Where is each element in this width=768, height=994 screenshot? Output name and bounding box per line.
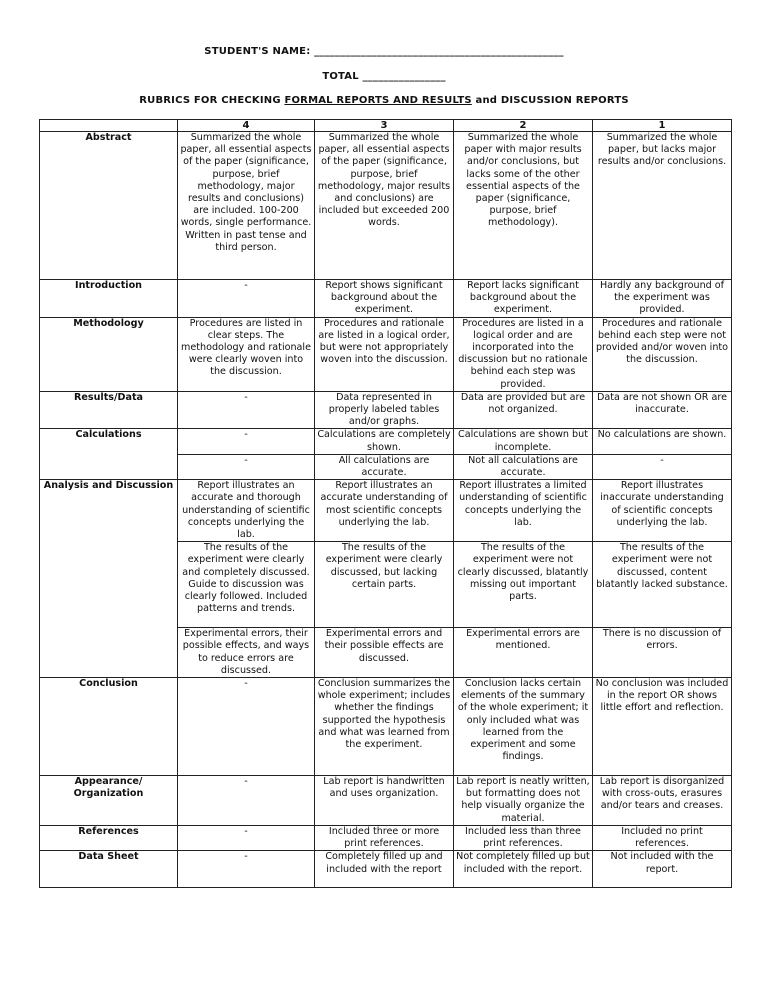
rubric-cell: Experimental errors, their possible effects, and ways to reduce errors are discussed. bbox=[178, 628, 315, 678]
rubric-cell: Experimental errors and their possible effects are discussed. bbox=[315, 628, 454, 678]
rubric-cell: - bbox=[178, 280, 315, 318]
rubric-cell: - bbox=[593, 454, 732, 479]
rubric-cell: The results of the experiment were clearly discussed, but lacking certain parts. bbox=[315, 542, 454, 628]
rubric-cell: - bbox=[178, 454, 315, 479]
rubric-cell: Lab report is neatly written, but formatting does not help visually organize the material. bbox=[454, 776, 593, 826]
criterion-label: References bbox=[40, 825, 178, 850]
rubric-cell: Report illustrates an accurate and thorough understanding of scientific concepts underlying the lab. bbox=[178, 480, 315, 542]
rubric-cell: Conclusion summarizes the whole experiment; includes whether the findings supported the hypothesis and what was learned from the experiment. bbox=[315, 678, 454, 776]
criterion-label: Appearance/ Organization bbox=[40, 776, 178, 826]
table-row bbox=[40, 132, 732, 280]
rubric-cell: Not completely filled up but included with the report. bbox=[454, 851, 593, 888]
total-line: TOTAL ________________ bbox=[322, 71, 446, 82]
title-suffix: and DISCUSSION REPORTS bbox=[471, 95, 629, 106]
rubric-cell: Included less than three print references. bbox=[454, 825, 593, 850]
table-row bbox=[40, 391, 732, 429]
col-header-criterion bbox=[40, 120, 178, 132]
rubric-cell: There is no discussion of errors. bbox=[593, 628, 732, 678]
rubric-cell: Summarized the whole paper, but lacks major results and/or conclusions. bbox=[593, 132, 732, 280]
col-header-1: 1 bbox=[593, 120, 732, 132]
criterion-label: Abstract bbox=[40, 132, 178, 280]
table-row bbox=[40, 317, 732, 391]
col-header-4: 4 bbox=[178, 120, 315, 132]
criterion-label: Introduction bbox=[40, 280, 178, 318]
rubric-cell: Summarized the whole paper, all essential aspects of the paper (significance, purpose, brief methodology, major results and conclusions) are included. 100-200 words, single performance. Written in past tense and third person. bbox=[178, 132, 315, 280]
rubric-cell: No calculations are shown. bbox=[593, 429, 732, 454]
rubric-cell: Data are provided but are not organized. bbox=[454, 391, 593, 429]
rubric-cell: Completely filled up and included with the report bbox=[315, 851, 454, 888]
rubric-cell: Data represented in properly labeled tables and/or graphs. bbox=[315, 391, 454, 429]
rubric-cell: No conclusion was included in the report OR shows little effort and reflection. bbox=[593, 678, 732, 776]
rubric-cell: Summarized the whole paper with major results and/or conclusions, but lacks some of the other essential aspects of the paper (significance, purpose, brief methodology). bbox=[454, 132, 593, 280]
rubric-cell: Report illustrates an accurate understanding of most scientific concepts underlying the lab. bbox=[315, 480, 454, 542]
rubric-cell: Report illustrates inaccurate understanding of scientific concepts underlying the lab. bbox=[593, 480, 732, 542]
rubric-cell: - bbox=[178, 776, 315, 826]
rubric-cell: Not included with the report. bbox=[593, 851, 732, 888]
criterion-label: Conclusion bbox=[40, 678, 178, 776]
rubric-table bbox=[39, 119, 732, 888]
rubric-cell: Report shows significant background about the experiment. bbox=[315, 280, 454, 318]
col-header-2: 2 bbox=[454, 120, 593, 132]
rubric-cell: Report lacks significant background about the experiment. bbox=[454, 280, 593, 318]
rubric-cell: Data are not shown OR are inaccurate. bbox=[593, 391, 732, 429]
rubric-cell: Lab report is handwritten and uses organization. bbox=[315, 776, 454, 826]
criterion-label: Data Sheet bbox=[40, 851, 178, 888]
student-name-line: STUDENT'S NAME: ________________________________________________ bbox=[204, 46, 564, 57]
table-row bbox=[40, 429, 732, 454]
title-prefix: RUBRICS FOR CHECKING bbox=[139, 95, 285, 106]
rubric-cell: The results of the experiment were not discussed, content blatantly lacked substance. bbox=[593, 542, 732, 628]
rubric-cell: Procedures and rationale behind each step were not provided and/or woven into the discussion. bbox=[593, 317, 732, 391]
table-row bbox=[40, 480, 732, 542]
rubric-cell: Included no print references. bbox=[593, 825, 732, 850]
rubric-cell: Calculations are completely shown. bbox=[315, 429, 454, 454]
rubric-cell: All calculations are accurate. bbox=[315, 454, 454, 479]
col-header-3: 3 bbox=[315, 120, 454, 132]
rubric-cell: - bbox=[178, 391, 315, 429]
criterion-label: Results/Data bbox=[40, 391, 178, 429]
rubric-cell: - bbox=[178, 429, 315, 454]
table-row bbox=[40, 678, 732, 776]
rubric-cell: Conclusion lacks certain elements of the summary of the whole experiment; it only included what was learned from the experiment and some findings. bbox=[454, 678, 593, 776]
rubric-cell: Report illustrates a limited understanding of scientific concepts underlying the lab. bbox=[454, 480, 593, 542]
rubric-cell: - bbox=[178, 851, 315, 888]
rubric-cell: Not all calculations are accurate. bbox=[454, 454, 593, 479]
rubric-cell: Hardly any background of the experiment was provided. bbox=[593, 280, 732, 318]
rubric-cell: - bbox=[178, 825, 315, 850]
criterion-label: Analysis and Discussion bbox=[40, 480, 178, 678]
rubric-cell: The results of the experiment were clearly and completely discussed. Guide to discussion was clearly followed. Included patterns and trends. bbox=[178, 542, 315, 628]
table-row bbox=[40, 851, 732, 888]
rubric-cell: Summarized the whole paper, all essential aspects of the paper (significance, purpose, brief methodology, major results and conclusions) are included but exceeded 200 words. bbox=[315, 132, 454, 280]
rubric-cell: Experimental errors are mentioned. bbox=[454, 628, 593, 678]
table-row bbox=[40, 280, 732, 318]
criterion-label: Methodology bbox=[40, 317, 178, 391]
table-row bbox=[40, 776, 732, 826]
rubric-cell: Procedures are listed in clear steps. The methodology and rationale were clearly woven into the discussion. bbox=[178, 317, 315, 391]
rubric-cell: Calculations are shown but incomplete. bbox=[454, 429, 593, 454]
rubric-cell: Procedures are listed in a logical order and are incorporated into the discussion but no rationale behind each step was provided. bbox=[454, 317, 593, 391]
rubric-cell: Included three or more print references. bbox=[315, 825, 454, 850]
rubric-cell: - bbox=[178, 678, 315, 776]
criterion-label: Calculations bbox=[40, 429, 178, 480]
rubric-title bbox=[0, 95, 768, 106]
title-underlined: FORMAL REPORTS AND RESULTS bbox=[284, 95, 472, 106]
rubric-cell: Procedures and rationale are listed in a logical order, but were not appropriately woven into the discussion. bbox=[315, 317, 454, 391]
rubric-cell: Lab report is disorganized with cross-outs, erasures and/or tears and creases. bbox=[593, 776, 732, 826]
header-row bbox=[40, 120, 732, 132]
rubric-cell: The results of the experiment were not clearly discussed, blatantly missing out important parts. bbox=[454, 542, 593, 628]
table-row bbox=[40, 825, 732, 850]
